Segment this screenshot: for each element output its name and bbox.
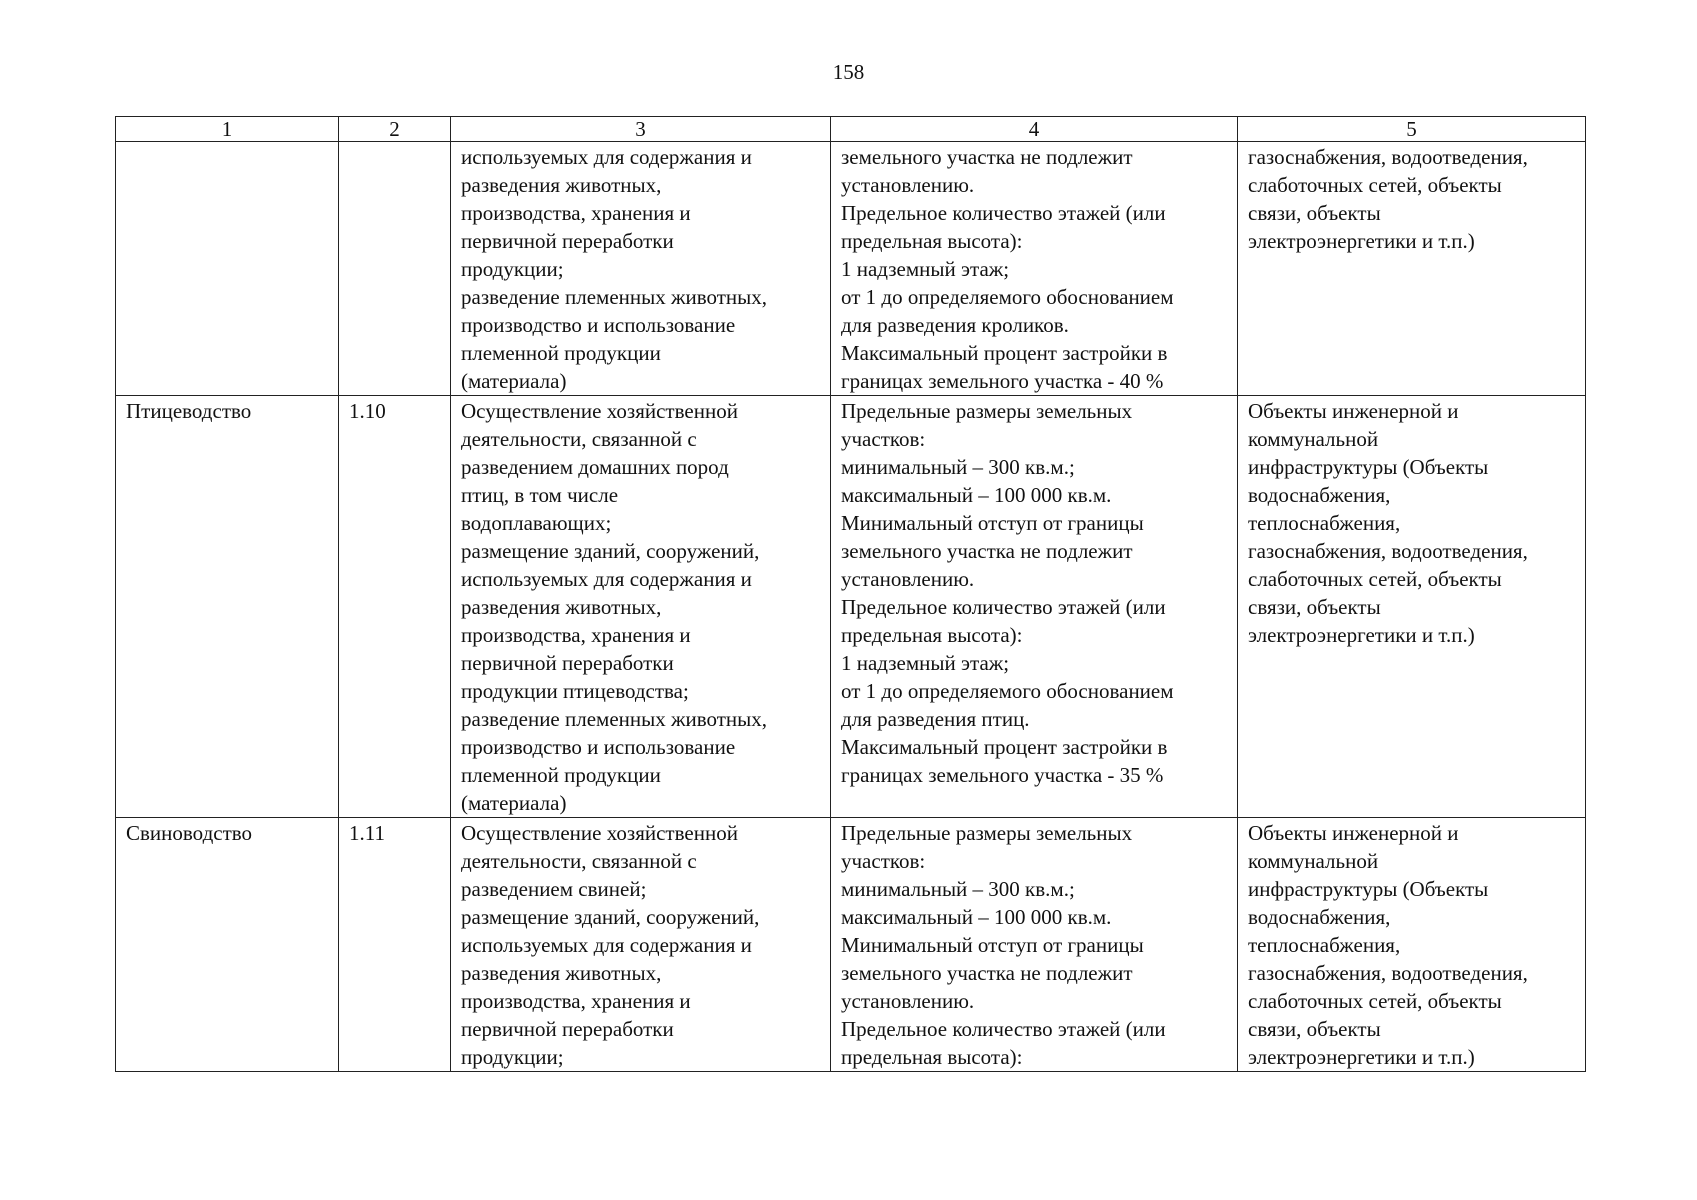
cell-line: связи, объекты bbox=[1248, 201, 1381, 225]
cell-line: используемых для содержания и bbox=[461, 933, 752, 957]
cell-line: предельная высота): bbox=[841, 229, 1023, 253]
cell-line: минимальный – 300 кв.м.; bbox=[841, 877, 1075, 901]
cell-line: для разведения кроликов. bbox=[841, 313, 1069, 337]
cell-line: Максимальный процент застройки в bbox=[841, 341, 1168, 365]
cell-line: Осуществление хозяйственной bbox=[461, 821, 738, 845]
cell-line: участков: bbox=[841, 427, 926, 451]
cell-line: Предельные размеры земельных bbox=[841, 821, 1133, 845]
land-use-table bbox=[115, 116, 1586, 1072]
cell-line: первичной переработки bbox=[461, 651, 674, 675]
cell-line: земельного участка не подлежит bbox=[841, 539, 1133, 563]
cell-line: слаботочных сетей, объекты bbox=[1248, 173, 1502, 197]
land-use-name-cell bbox=[116, 142, 339, 396]
land-use-parameters-cell-text bbox=[841, 143, 1227, 395]
cell-line: разведения животных, bbox=[461, 173, 662, 197]
cell-line: 1 надземный этаж; bbox=[841, 257, 1010, 281]
land-use-parameters-cell bbox=[831, 396, 1238, 818]
cell-line: (материала) bbox=[461, 791, 567, 815]
cell-line: разведение племенных животных, bbox=[461, 285, 768, 309]
cell-line: первичной переработки bbox=[461, 1017, 674, 1041]
cell-line: производства, хранения и bbox=[461, 201, 691, 225]
cell-line: производства, хранения и bbox=[461, 623, 691, 647]
cell-line: разведением домашних пород bbox=[461, 455, 729, 479]
cell-line: газоснабжения, водоотведения, bbox=[1248, 961, 1528, 985]
cell-line: производство и использование bbox=[461, 735, 736, 759]
land-use-parameters-cell-text bbox=[841, 819, 1227, 1071]
cell-line: установлению. bbox=[841, 173, 975, 197]
land-use-code-cell: 1.10 bbox=[339, 396, 451, 818]
cell-line: разведения животных, bbox=[461, 595, 662, 619]
cell-line: Объекты инженерной и bbox=[1248, 821, 1459, 845]
cell-line: газоснабжения, водоотведения, bbox=[1248, 145, 1528, 169]
cell-line: размещение зданий, сооружений, bbox=[461, 539, 760, 563]
cell-line: Предельное количество этажей (или bbox=[841, 1017, 1166, 1041]
land-use-objects-cell bbox=[1238, 818, 1586, 1072]
cell-line: используемых для содержания и bbox=[461, 567, 752, 591]
land-use-description-cell bbox=[451, 818, 831, 1072]
table-body bbox=[116, 142, 1586, 1072]
cell-line: теплоснабжения, bbox=[1248, 933, 1401, 957]
cell-line: газоснабжения, водоотведения, bbox=[1248, 539, 1528, 563]
cell-line: инфраструктуры (Объекты bbox=[1248, 455, 1489, 479]
land-use-parameters-cell bbox=[831, 142, 1238, 396]
cell-line: максимальный – 100 000 кв.м. bbox=[841, 905, 1112, 929]
cell-line: установлению. bbox=[841, 567, 975, 591]
table-header-row bbox=[116, 117, 1586, 142]
cell-line: птиц, в том числе bbox=[461, 483, 619, 507]
table-row bbox=[116, 142, 1586, 396]
land-use-name-cell: Птицеводство bbox=[116, 396, 339, 818]
cell-line: для разведения птиц. bbox=[841, 707, 1030, 731]
land-use-objects-cell bbox=[1238, 396, 1586, 818]
cell-line: продукции; bbox=[461, 257, 564, 281]
land-use-description-cell-text bbox=[461, 143, 820, 395]
cell-line: разведения животных, bbox=[461, 961, 662, 985]
cell-line: минимальный – 300 кв.м.; bbox=[841, 455, 1075, 479]
cell-line: производство и использование bbox=[461, 313, 736, 337]
land-use-code-cell: 1.11 bbox=[339, 818, 451, 1072]
cell-line: границах земельного участка - 35 % bbox=[841, 763, 1164, 787]
cell-line: производства, хранения и bbox=[461, 989, 691, 1013]
table-row bbox=[116, 396, 1586, 818]
cell-line: продукции птицеводства; bbox=[461, 679, 689, 703]
cell-line: участков: bbox=[841, 849, 926, 873]
cell-line: электроэнергетики и т.п.) bbox=[1248, 623, 1475, 647]
cell-line: разведение племенных животных, bbox=[461, 707, 768, 731]
cell-line: Предельные размеры земельных bbox=[841, 399, 1133, 423]
cell-line: Осуществление хозяйственной bbox=[461, 399, 738, 423]
cell-line: слаботочных сетей, объекты bbox=[1248, 567, 1502, 591]
table-row bbox=[116, 818, 1586, 1072]
cell-line: деятельности, связанной с bbox=[461, 427, 697, 451]
cell-line: племенной продукции bbox=[461, 763, 661, 787]
cell-line: (материала) bbox=[461, 369, 567, 393]
cell-line: коммунальной bbox=[1248, 427, 1379, 451]
land-use-objects-cell-text bbox=[1248, 143, 1575, 255]
column-header-5: 5 bbox=[1238, 117, 1586, 142]
cell-line: Максимальный процент застройки в bbox=[841, 735, 1168, 759]
cell-line: размещение зданий, сооружений, bbox=[461, 905, 760, 929]
cell-line: Объекты инженерной и bbox=[1248, 399, 1459, 423]
land-use-objects-cell-text bbox=[1248, 397, 1575, 649]
cell-line: электроэнергетики и т.п.) bbox=[1248, 229, 1475, 253]
land-use-description-cell bbox=[451, 142, 831, 396]
cell-line: разведением свиней; bbox=[461, 877, 647, 901]
cell-line: деятельности, связанной с bbox=[461, 849, 697, 873]
cell-line: границах земельного участка - 40 % bbox=[841, 369, 1164, 393]
land-use-description-cell bbox=[451, 396, 831, 818]
cell-line: максимальный – 100 000 кв.м. bbox=[841, 483, 1112, 507]
land-use-objects-cell bbox=[1238, 142, 1586, 396]
column-header-3: 3 bbox=[451, 117, 831, 142]
cell-line: продукции; bbox=[461, 1045, 564, 1069]
land-use-description-cell-text bbox=[461, 397, 820, 817]
cell-line: земельного участка не подлежит bbox=[841, 145, 1133, 169]
land-use-parameters-cell-text bbox=[841, 397, 1227, 789]
cell-line: водоснабжения, bbox=[1248, 483, 1391, 507]
cell-line: электроэнергетики и т.п.) bbox=[1248, 1045, 1475, 1069]
land-use-objects-cell-text bbox=[1248, 819, 1575, 1071]
column-header-1: 1 bbox=[116, 117, 339, 142]
cell-line: связи, объекты bbox=[1248, 595, 1381, 619]
cell-line: предельная высота): bbox=[841, 623, 1023, 647]
land-use-description-cell-text bbox=[461, 819, 820, 1071]
cell-line: земельного участка не подлежит bbox=[841, 961, 1133, 985]
cell-line: водоснабжения, bbox=[1248, 905, 1391, 929]
cell-line: предельная высота): bbox=[841, 1045, 1023, 1069]
cell-line: коммунальной bbox=[1248, 849, 1379, 873]
land-use-parameters-cell bbox=[831, 818, 1238, 1072]
cell-line: используемых для содержания и bbox=[461, 145, 752, 169]
cell-line: установлению. bbox=[841, 989, 975, 1013]
cell-line: 1 надземный этаж; bbox=[841, 651, 1010, 675]
cell-line: инфраструктуры (Объекты bbox=[1248, 877, 1489, 901]
column-header-2: 2 bbox=[339, 117, 451, 142]
cell-line: от 1 до определяемого обоснованием bbox=[841, 679, 1174, 703]
cell-line: теплоснабжения, bbox=[1248, 511, 1401, 535]
cell-line: Минимальный отступ от границы bbox=[841, 933, 1144, 957]
cell-line: первичной переработки bbox=[461, 229, 674, 253]
cell-line: Предельное количество этажей (или bbox=[841, 595, 1166, 619]
cell-line: племенной продукции bbox=[461, 341, 661, 365]
page-number: 158 bbox=[832, 60, 865, 84]
land-use-name-cell: Свиноводство bbox=[116, 818, 339, 1072]
land-use-code-cell bbox=[339, 142, 451, 396]
cell-line: Предельное количество этажей (или bbox=[841, 201, 1166, 225]
cell-line: слаботочных сетей, объекты bbox=[1248, 989, 1502, 1013]
cell-line: Минимальный отступ от границы bbox=[841, 511, 1144, 535]
cell-line: от 1 до определяемого обоснованием bbox=[841, 285, 1174, 309]
cell-line: водоплавающих; bbox=[461, 511, 612, 535]
cell-line: связи, объекты bbox=[1248, 1017, 1381, 1041]
column-header-4: 4 bbox=[831, 117, 1238, 142]
